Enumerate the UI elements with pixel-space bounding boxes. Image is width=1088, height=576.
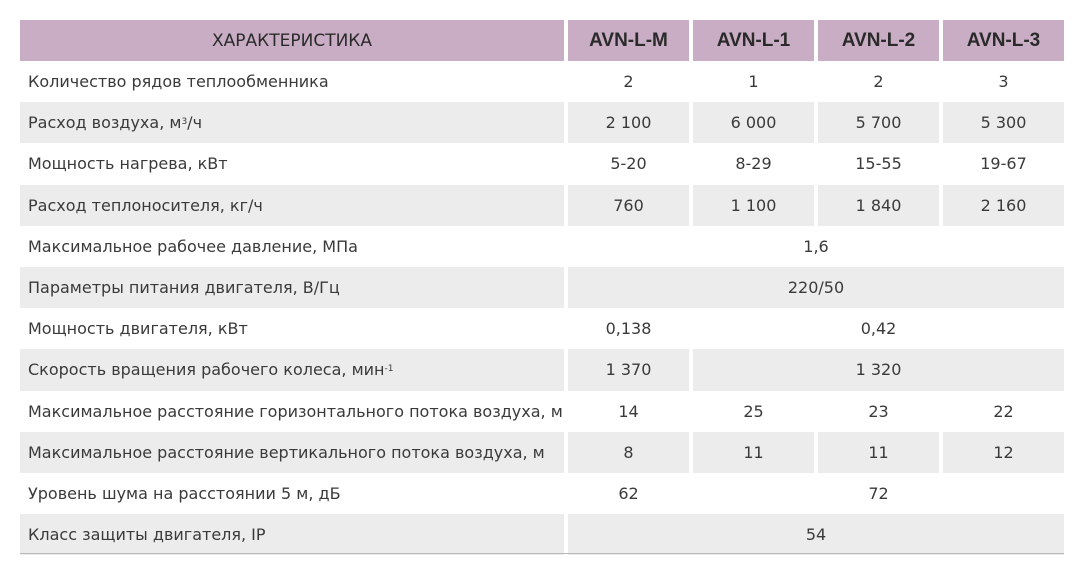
row-label: Скорость вращения рабочего колеса, мин $^{-1}$ (20, 349, 564, 390)
row-label: Количество рядов теплообменника (28, 72, 329, 92)
table-row (20, 308, 1064, 349)
table-cell: 8-29 (735, 154, 772, 174)
table-cell: 2 (873, 72, 884, 92)
table-cell: 5 700 (818, 102, 939, 143)
row-label: Мощность двигателя, кВт (28, 319, 248, 339)
table-row (20, 61, 1064, 102)
table-cell: 5 300 (943, 102, 1064, 143)
row-label: Расход воздуха, м $^3$ /ч (20, 102, 564, 143)
table-cell: 5-20 (610, 154, 647, 174)
table-cell: 6 000 (693, 102, 814, 143)
table-cell-merged: 1,6 (803, 236, 829, 256)
table-header-row (20, 20, 1064, 61)
table-cell-merged: 1 320 (693, 349, 1064, 390)
header-characteristic: ХАРАКТЕРИСТИКА (20, 20, 564, 61)
specifications-table (20, 20, 1064, 555)
header-model-avn-l-3: AVN-L-3 (943, 20, 1064, 61)
row-label-text: Расход воздуха, м (28, 113, 182, 133)
table-cell: 2 160 (943, 185, 1064, 226)
table-row (20, 432, 1064, 473)
header-model-avn-l-1: AVN-L-1 (693, 20, 814, 61)
table-cell-merged: 54 (568, 514, 1064, 555)
table-cell: 0,138 (605, 319, 652, 339)
table-cell-merged: 220/50 (568, 267, 1064, 308)
table-cell: 2 (623, 72, 634, 92)
table-row (20, 102, 1064, 143)
row-label-suffix: /ч (187, 113, 203, 133)
row-label: Уровень шума на расстоянии 5 м, дБ (28, 483, 341, 503)
table-cell: 1 (748, 72, 759, 92)
table-cell: 15-55 (855, 154, 902, 174)
table-row (20, 143, 1064, 184)
table-row (20, 185, 1064, 226)
table-cell: 760 (568, 185, 689, 226)
table-row (20, 473, 1064, 514)
table-cell: 62 (618, 483, 639, 503)
table-cell: 1 370 (568, 349, 689, 390)
row-label: Максимальное расстояние вертикального потока воздуха, м (20, 432, 564, 473)
header-model-avn-l-2: AVN-L-2 (818, 20, 939, 61)
table-cell: 3 (998, 72, 1009, 92)
table-cell: 22 (993, 401, 1014, 421)
table-cell: 23 (868, 401, 889, 421)
table-cell: 12 (943, 432, 1064, 473)
row-label: Максимальное рабочее давление, МПа (28, 236, 358, 256)
table-row (20, 267, 1064, 308)
table-cell: 1 840 (818, 185, 939, 226)
table-cell: 14 (618, 401, 639, 421)
table-cell: 11 (693, 432, 814, 473)
table-row (20, 349, 1064, 390)
table-cell: 1 100 (693, 185, 814, 226)
table-cell: 8 (568, 432, 689, 473)
table-cell: 25 (743, 401, 764, 421)
table-cell: 19-67 (980, 154, 1027, 174)
row-label: Максимальное расстояние горизонтального потока воздуха, м (28, 401, 563, 421)
table-row (20, 391, 1064, 432)
table-bottom-rule (20, 553, 1064, 554)
table-cell-merged: 0,42 (860, 319, 897, 339)
row-label: Класс защиты двигателя, IP (20, 514, 564, 555)
table-cell: 2 100 (568, 102, 689, 143)
table-row (20, 514, 1064, 555)
row-label: Параметры питания двигателя, В/Гц (20, 267, 564, 308)
table-row (20, 226, 1064, 267)
row-label-text: Скорость вращения рабочего колеса, мин (28, 360, 385, 380)
table-cell-merged: 72 (868, 483, 889, 503)
row-label: Расход теплоносителя, кг/ч (20, 185, 564, 226)
table-cell: 11 (818, 432, 939, 473)
header-model-avn-l-m: AVN-L-M (568, 20, 689, 61)
row-label: Мощность нагрева, кВт (28, 154, 228, 174)
